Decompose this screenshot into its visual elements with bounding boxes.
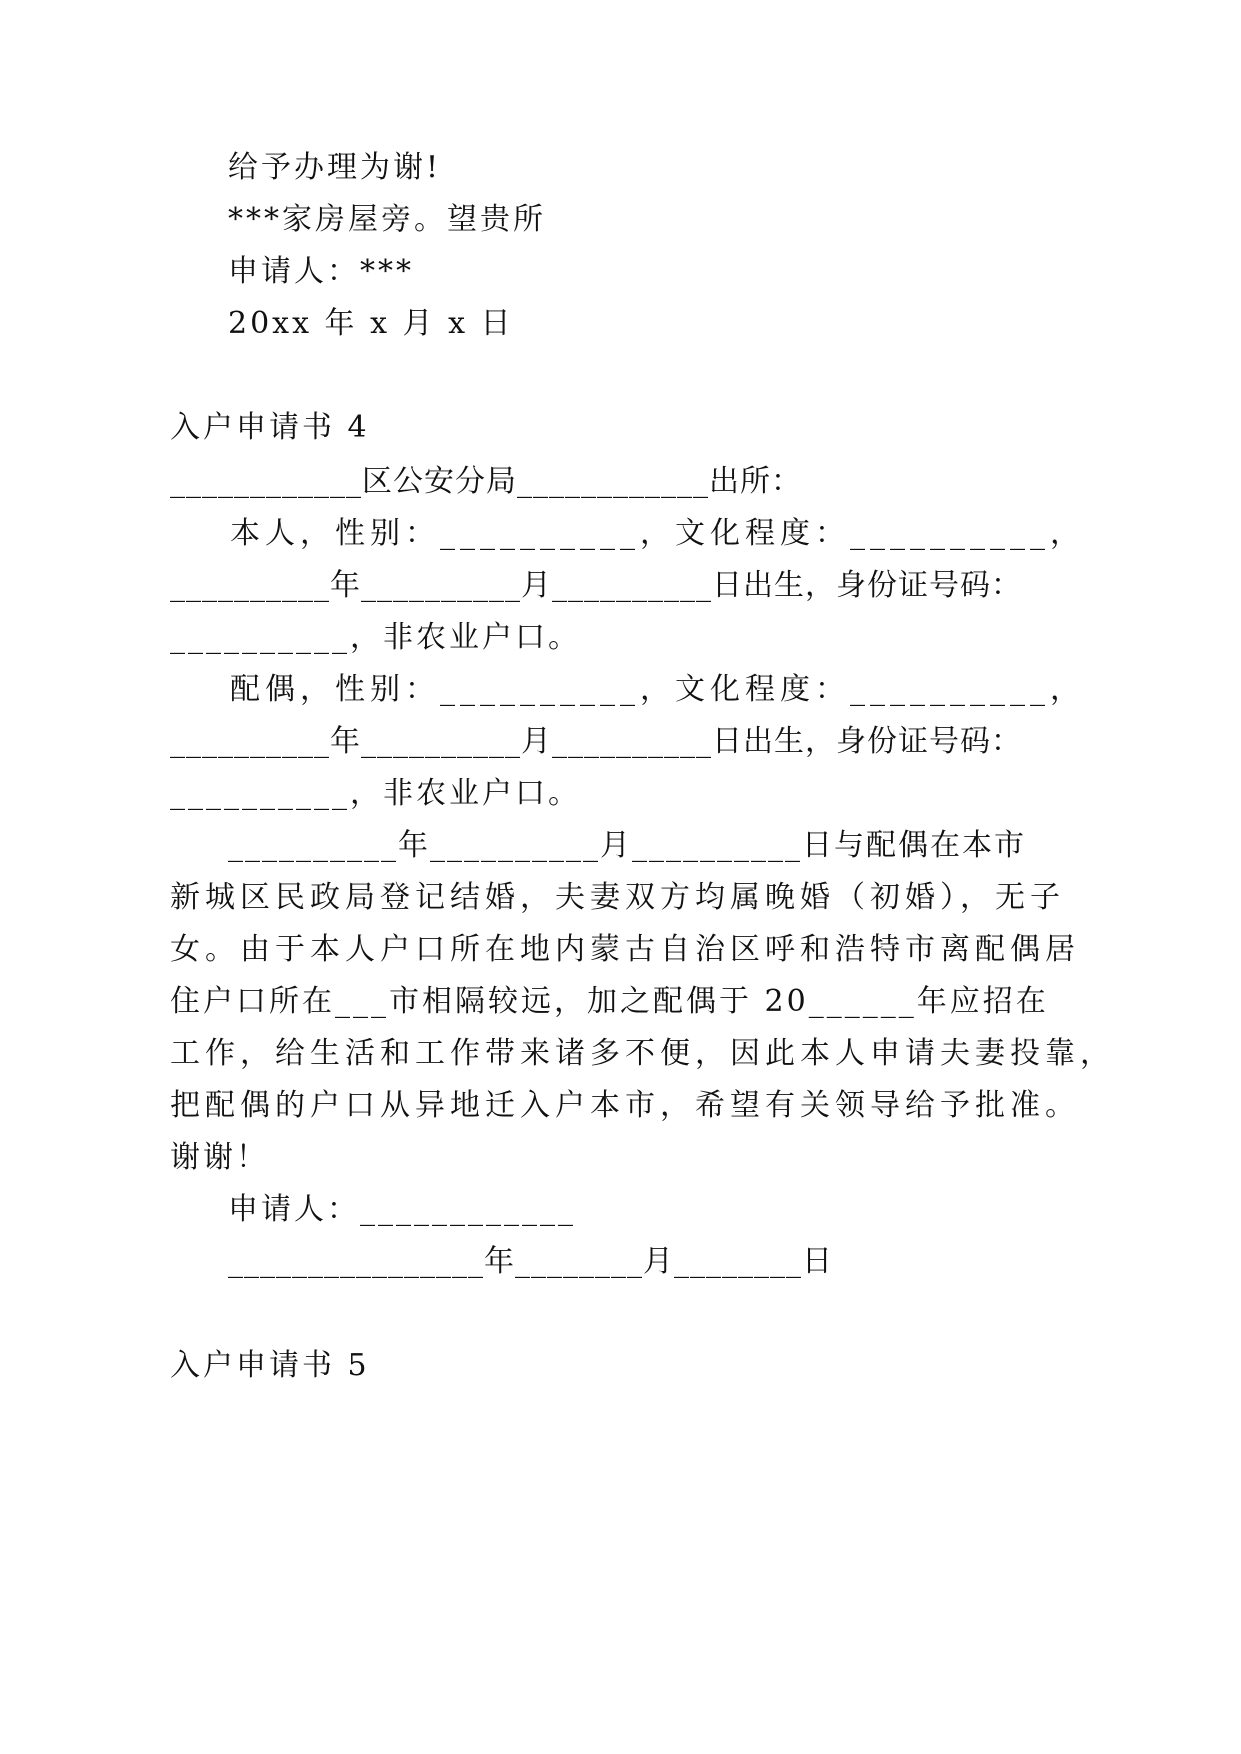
- applicant-line: 申请人：***: [228, 254, 414, 289]
- date-line: 20xx 年 x 月 x 日: [228, 306, 514, 341]
- spouse-info-line: 配偶，性别：__________，文化程度：__________，: [230, 672, 1085, 707]
- letter-title: 入户申请书 4: [170, 410, 370, 445]
- body-line: 把配偶的户口从异地迁入户本市，希望有关领导给予批准。: [170, 1088, 1080, 1123]
- spouse-hukou-line: __________，非农业户口。: [170, 776, 581, 811]
- applicant-signature-line: 申请人：____________: [228, 1192, 576, 1227]
- self-hukou-line: __________，非农业户口。: [170, 620, 581, 655]
- addressee-line: ____________区公安分局____________出所：: [170, 464, 802, 499]
- signature-date-line: ________________年________月________日: [228, 1244, 833, 1279]
- body-line: 女。由于本人户口所在地内蒙古自治区呼和浩特市离配偶居: [170, 932, 1080, 967]
- closing-line: 给予办理为谢!: [228, 150, 442, 185]
- self-info-line: 本人，性别：__________，文化程度：__________，: [230, 516, 1085, 551]
- body-line: __________年__________月__________日与配偶在本市: [228, 828, 1026, 863]
- body-line: 谢谢！: [170, 1140, 269, 1175]
- self-birth-line: __________年__________月__________日出生，身份证号码：: [170, 568, 1022, 603]
- letter-title: 入户申请书 5: [170, 1348, 370, 1383]
- body-line: 工作，给生活和工作带来诸多不便，因此本人申请夫妻投靠，: [170, 1036, 1115, 1071]
- body-line: 住户口所在___市相隔较远，加之配偶于 20______年应招在: [170, 984, 1049, 1019]
- spouse-birth-line: __________年__________月__________日出生，身份证号码：: [170, 724, 1022, 759]
- address-fragment-line: ***家房屋旁。望贵所: [228, 202, 546, 237]
- body-line: 新城区民政局登记结婚，夫妻双方均属晚婚（初婚），无子: [170, 880, 1065, 915]
